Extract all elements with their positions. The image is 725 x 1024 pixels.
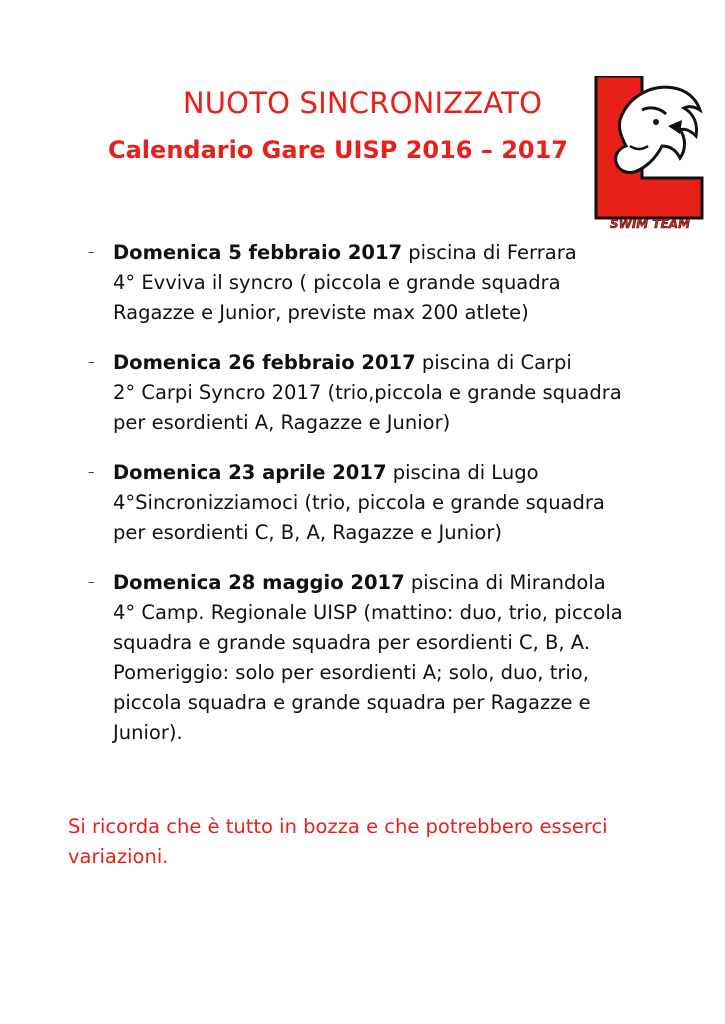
event-detail: 2° Carpi Syncro 2017 (trio,piccola e grande squadra xyxy=(113,381,622,404)
event-detail: per esordienti A, Ragazze e Junior) xyxy=(113,411,451,434)
event-heading xyxy=(113,238,688,268)
event-detail: 4° Camp. Regionale UISP (mattino: duo, trio, piccola xyxy=(113,601,623,624)
event-venue: piscina di Carpi xyxy=(415,351,572,374)
event-item xyxy=(88,348,688,438)
event-detail: 4° Evviva il syncro ( piccola e grande squadra xyxy=(113,271,561,294)
event-heading xyxy=(113,568,688,598)
event-detail: squadra e grande squadra per esordienti C, B, A. xyxy=(113,631,590,654)
note-line: Si ricorda che è tutto in bozza e che potrebbero esserci xyxy=(68,815,608,838)
event-detail: Pomeriggio: solo per esordienti A; solo, duo, trio, xyxy=(113,661,589,684)
swim-team-horse-logo xyxy=(590,76,708,230)
bullet-dash: – xyxy=(88,355,95,370)
event-venue: piscina di Ferrara xyxy=(402,241,577,264)
event-venue: piscina di Mirandola xyxy=(404,571,606,594)
event-date: Domenica 23 aprile 2017 xyxy=(113,461,387,484)
page-title: NUOTO SINCRONIZZATO xyxy=(182,86,543,120)
logo-text: SWIM TEAM xyxy=(609,217,691,230)
bullet-dash: – xyxy=(88,575,95,590)
event-detail: Ragazze e Junior, previste max 200 atlete) xyxy=(113,301,529,324)
event-item xyxy=(88,568,688,748)
event-date: Domenica 26 febbraio 2017 xyxy=(113,351,416,374)
event-date: Domenica 28 maggio 2017 xyxy=(113,571,405,594)
event-date: Domenica 5 febbraio 2017 xyxy=(113,241,403,264)
event-detail: Junior). xyxy=(113,721,183,744)
event-venue: piscina di Lugo xyxy=(386,461,539,484)
event-item xyxy=(88,238,688,328)
event-heading xyxy=(113,458,688,488)
event-heading xyxy=(113,348,688,378)
bullet-dash: – xyxy=(88,245,95,260)
event-item xyxy=(88,458,688,548)
event-detail: 4°Sincronizziamoci (trio, piccola e grande squadra xyxy=(113,491,605,514)
events-list xyxy=(88,238,688,768)
page-subtitle: Calendario Gare UISP 2016 – 2017 xyxy=(108,136,568,164)
bullet-dash: – xyxy=(88,465,95,480)
event-detail: piccola squadra e grande squadra per Ragazze e xyxy=(113,691,591,714)
event-detail: per esordienti C, B, A, Ragazze e Junior) xyxy=(113,521,502,544)
note-line: variazioni. xyxy=(68,845,169,868)
draft-notice xyxy=(68,812,678,872)
